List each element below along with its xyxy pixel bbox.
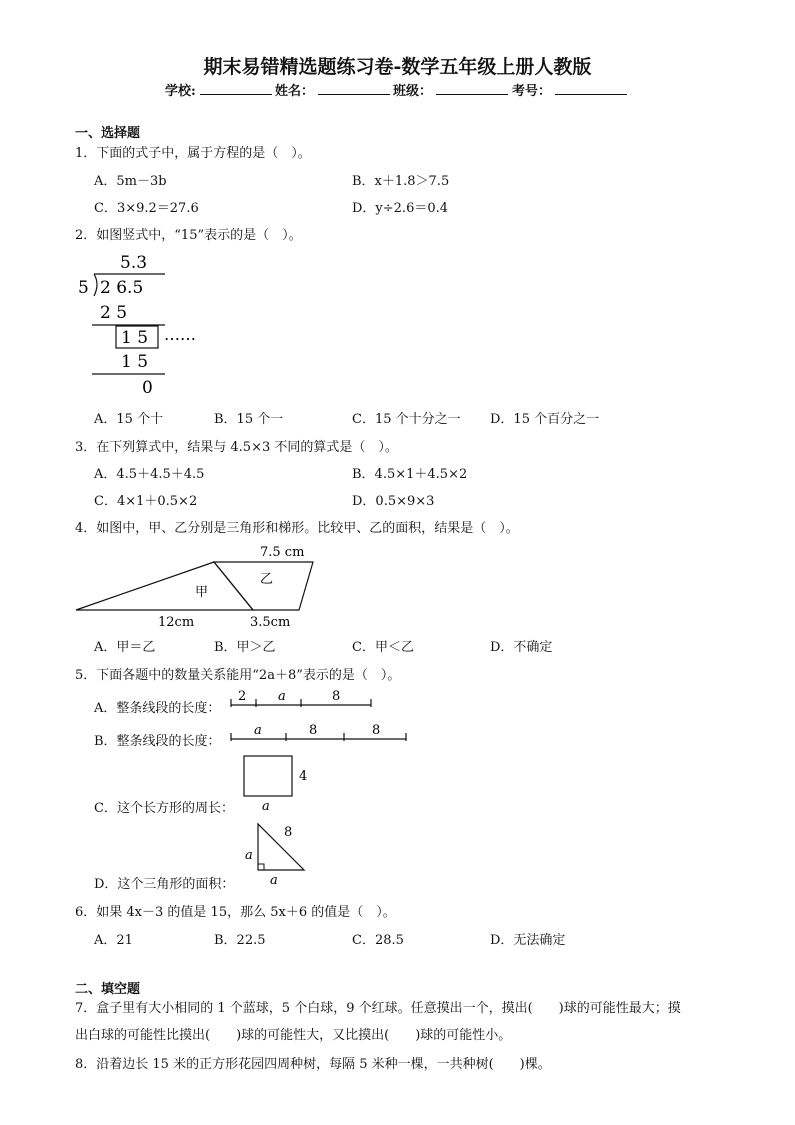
division-step2: 1 5: [121, 328, 149, 348]
division-quotient: 5.3: [120, 253, 148, 273]
q7-line2: 出白球的可能性比摸出( )球的可能性大，又比摸出( )球的可能性小。: [75, 1028, 512, 1043]
q3-option-d[interactable]: D．0.5×9×3: [352, 494, 435, 509]
division-step1: 2 5: [100, 303, 128, 323]
q6-option-d[interactable]: D．无法确定: [490, 933, 566, 948]
long-division-figure: [70, 248, 220, 398]
q6-option-b[interactable]: B．22.5: [214, 933, 266, 948]
q3-option-b[interactable]: B．4.5×1＋4.5×2: [352, 467, 468, 482]
tri-hyp-label: 8: [284, 825, 293, 840]
q2-stem: 2．如图竖式中，“15”表示的是（ ）。: [75, 228, 302, 243]
seg-b-label-2: 8: [309, 723, 318, 738]
q1-option-c[interactable]: C．3×9.2＝27.6: [94, 201, 199, 216]
seg-a-label-1: 2: [238, 689, 247, 704]
segment-b-figure: [226, 720, 416, 744]
q3-option-a[interactable]: A．4.5＋4.5＋4.5: [94, 467, 205, 482]
tri-left-label: a: [245, 848, 253, 863]
segment-a-figure: [226, 686, 386, 710]
page-title: 期末易错精选题练习卷-数学五年级上册人教版: [203, 56, 592, 78]
q6-stem: 6．如果 4x－3 的值是 15，那么 5x＋6 的值是（ ）。: [75, 905, 396, 920]
seg-a-label-2: a: [278, 689, 286, 704]
division-dividend: 2 6.5: [100, 278, 144, 298]
q2-option-a[interactable]: A．15 个十: [94, 412, 164, 427]
q4-option-d[interactable]: D．不确定: [490, 640, 553, 655]
name-label: 姓名：: [275, 84, 315, 99]
exam-no-label: 考号：: [512, 84, 552, 99]
q2-option-c[interactable]: C．15 个十分之一: [352, 412, 461, 427]
q5-stem: 5．下面各题中的数量关系能用“2a＋8”表示的是（ ）。: [75, 668, 401, 683]
division-step3: 1 5: [121, 352, 149, 372]
exam-no-blank[interactable]: [555, 80, 627, 99]
bottom-right-label: 3.5cm: [250, 615, 291, 630]
q6-option-c[interactable]: C．28.5: [352, 933, 404, 948]
seg-b-label-1: a: [254, 723, 262, 738]
label-jia: 甲: [195, 585, 209, 600]
q1-stem: 1．下面的式子中，属于方程的是（ ）。: [75, 146, 311, 161]
section-choice: 一、选择题: [75, 126, 141, 141]
school-blank[interactable]: [200, 80, 272, 99]
q2-option-d[interactable]: D．15 个百分之一: [490, 412, 600, 427]
q8-line1: 8．沿着边长 15 米的正方形花园四周种树，每隔 5 米种一棵，一共种树( )棵。: [75, 1057, 551, 1072]
q1-option-b[interactable]: B．x＋1.8＞7.5: [352, 174, 450, 189]
q5-option-c[interactable]: C．这个长方形的周长：: [94, 801, 234, 816]
q4-option-c[interactable]: C．甲＜乙: [352, 640, 414, 655]
right-triangle-figure: [240, 820, 320, 890]
name-blank[interactable]: [318, 80, 390, 99]
section-fill: 二、填空题: [75, 982, 141, 997]
rect-side-label: 4: [299, 769, 308, 784]
q2-option-b[interactable]: B．15 个一: [214, 412, 284, 427]
class-label: 班级：: [393, 84, 433, 99]
q7-line1: 7．盒子里有大小相同的 1 个蓝球，5 个白球，9 个红球。任意摸出一个，摸出( )球的可能性最大；摸: [75, 1001, 681, 1016]
seg-b-label-3: 8: [372, 723, 381, 738]
q5-option-d[interactable]: D．这个三角形的面积：: [94, 877, 235, 892]
label-yi: 乙: [260, 572, 274, 587]
q5-option-b[interactable]: B．整条线段的长度：: [94, 734, 221, 749]
class-blank[interactable]: [436, 80, 508, 99]
triangle-trapezoid-figure: [70, 540, 330, 630]
q4-option-a[interactable]: A．甲＝乙: [94, 640, 156, 655]
q3-option-c[interactable]: C．4×1＋0.5×2: [94, 494, 198, 509]
division-remainder: 0: [142, 378, 153, 398]
q6-option-a[interactable]: A．21: [94, 933, 133, 948]
tri-bottom-label: a: [270, 873, 278, 888]
q4-stem: 4．如图中，甲、乙分别是三角形和梯形。比较甲、乙的面积，结果是（ ）。: [75, 521, 519, 536]
top-length-label: 7.5 cm: [260, 545, 305, 560]
q4-option-b[interactable]: B．甲＞乙: [214, 640, 276, 655]
rect-bottom-label: a: [262, 799, 270, 814]
division-bracket: [94, 274, 97, 296]
rectangle-figure: [240, 752, 320, 814]
q1-option-a[interactable]: A．5m－3b: [94, 174, 167, 189]
q1-option-d[interactable]: D．y÷2.6＝0.4: [352, 201, 449, 216]
triangle-jia: [76, 562, 253, 610]
division-divisor: 5: [78, 278, 89, 298]
q5-option-a[interactable]: A．整条线段的长度：: [94, 701, 221, 716]
q3-stem: 3．在下列算式中，结果与 4.5×3 不同的算式是（ ）。: [75, 440, 398, 455]
school-label: 学校:: [165, 84, 196, 99]
bottom-left-label: 12cm: [158, 615, 195, 630]
seg-a-label-3: 8: [332, 689, 341, 704]
division-dots: ……: [164, 325, 196, 344]
